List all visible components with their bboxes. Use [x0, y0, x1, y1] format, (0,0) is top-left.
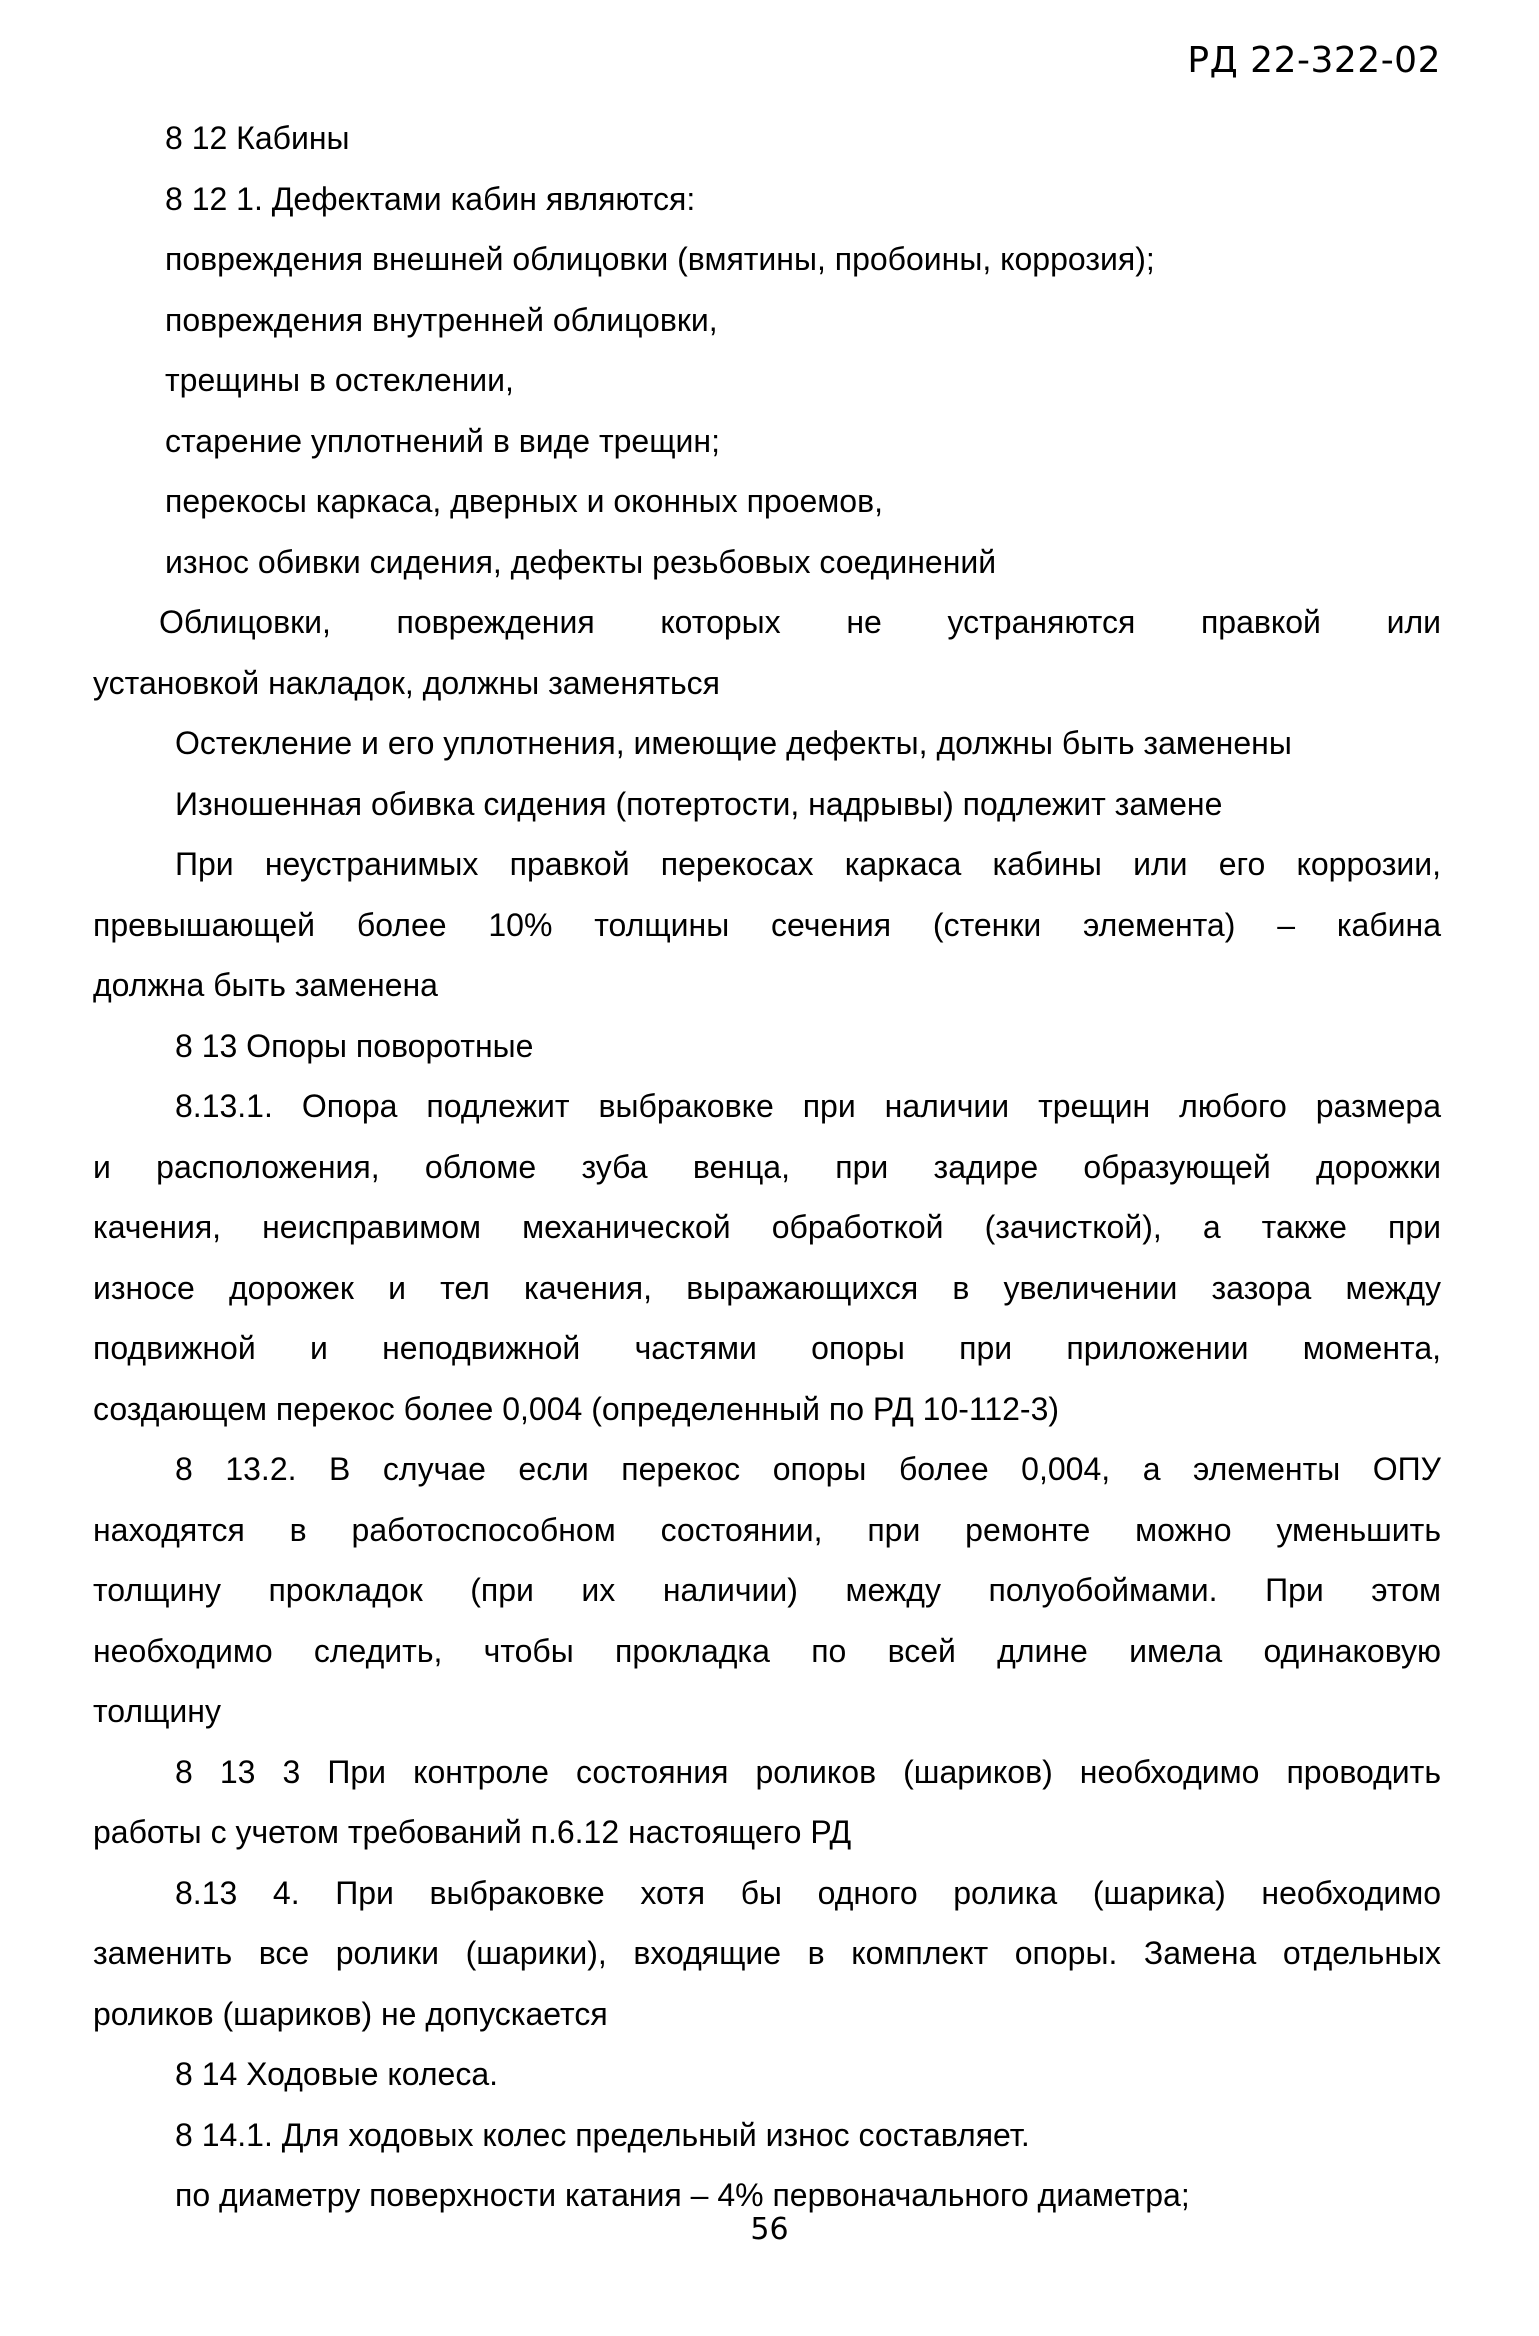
text-line: 8 13 3 При контроле состояния роликов (шариков) необходимо проводить: [175, 1753, 1441, 1790]
text-line: создающем перекос более 0,004 (определенный по РД 10-112-3): [93, 1390, 1060, 1427]
text-line: 8 13.2. В случае если перекос опоры более 0,004, а элементы ОПУ: [175, 1451, 1441, 1487]
page-body: [93, 108, 1441, 2226]
text-line: износе дорожек и тел качения, выражающихся в увеличении зазора между: [93, 1269, 1441, 1306]
text-line: старение уплотнений в виде трещин;: [165, 422, 720, 459]
text-line: качения, неисправимом механической обработкой (зачисткой), а также при: [93, 1209, 1441, 1245]
text-line: Облицовки, повреждения которых не устраняются правкой или: [159, 604, 1441, 640]
text-line: 8 13 Опоры поворотные: [175, 1027, 534, 1064]
text-line: перекосы каркаса, дверных и оконных проемов,: [165, 483, 883, 519]
text-line: необходимо следить, чтобы прокладка по всей длине имела одинаковую: [93, 1632, 1441, 1669]
text-line: роликов (шариков) не допускается: [93, 1995, 608, 2032]
text-line: 8 12 Кабины: [165, 120, 350, 156]
text-line: работы с учетом требований п.6.12 настоящего РД: [93, 1814, 852, 1850]
text-line: и расположения, обломе зуба венца, при задире образующей дорожки: [93, 1148, 1441, 1185]
text-line: должна быть заменена: [93, 967, 438, 1003]
text-line: 8 14 Ходовые колеса.: [175, 2056, 499, 2092]
text-line: по диаметру поверхности катания – 4% первоначального диаметра;: [175, 2177, 1190, 2213]
text-line: 8.13.1. Опора подлежит выбраковке при наличии трещин любого размера: [175, 1088, 1441, 1124]
text-line: толщину: [93, 1693, 221, 1729]
text-line: 8 14.1. Для ходовых колес предельный износ составляет.: [175, 2116, 1030, 2153]
text-line: Остекление и его уплотнения, имеющие дефекты, должны быть заменены: [175, 725, 1292, 761]
text-line: повреждения внешней облицовки (вмятины, пробоины, коррозия);: [165, 241, 1155, 277]
document-code: РД 22-322-02: [1187, 40, 1441, 81]
page-number: 56: [750, 2212, 789, 2247]
text-line: При неустранимых правкой перекосах каркаса кабины или его коррозии,: [175, 846, 1441, 882]
text-line: Изношенная обивка сидения (потертости, надрывы) подлежит замене: [175, 785, 1223, 822]
text-line: толщину прокладок (при их наличии) между полуобоймами. При этом: [93, 1572, 1441, 1608]
text-line: повреждения внутренней облицовки,: [165, 301, 718, 338]
text-line: 8.13 4. При выбраковке хотя бы одного ролика (шарика) необходимо: [175, 1874, 1441, 1911]
text-line: установкой накладок, должны заменяться: [93, 664, 720, 701]
text-line: трещины в остеклении,: [165, 362, 514, 398]
text-line: подвижной и неподвижной частями опоры при приложении момента,: [93, 1330, 1441, 1366]
text-line: превышающей более 10% толщины сечения (стенки элемента) – кабина: [93, 906, 1441, 943]
text-line: заменить все ролики (шарики), входящие в комплект опоры. Замена отдельных: [93, 1935, 1441, 1971]
text-line: 8 12 1. Дефектами кабин являются:: [165, 180, 696, 217]
text-line: находятся в работоспособном состоянии, при ремонте можно уменьшить: [93, 1511, 1441, 1548]
text-line: износ обивки сидения, дефекты резьбовых соединений: [165, 543, 997, 580]
